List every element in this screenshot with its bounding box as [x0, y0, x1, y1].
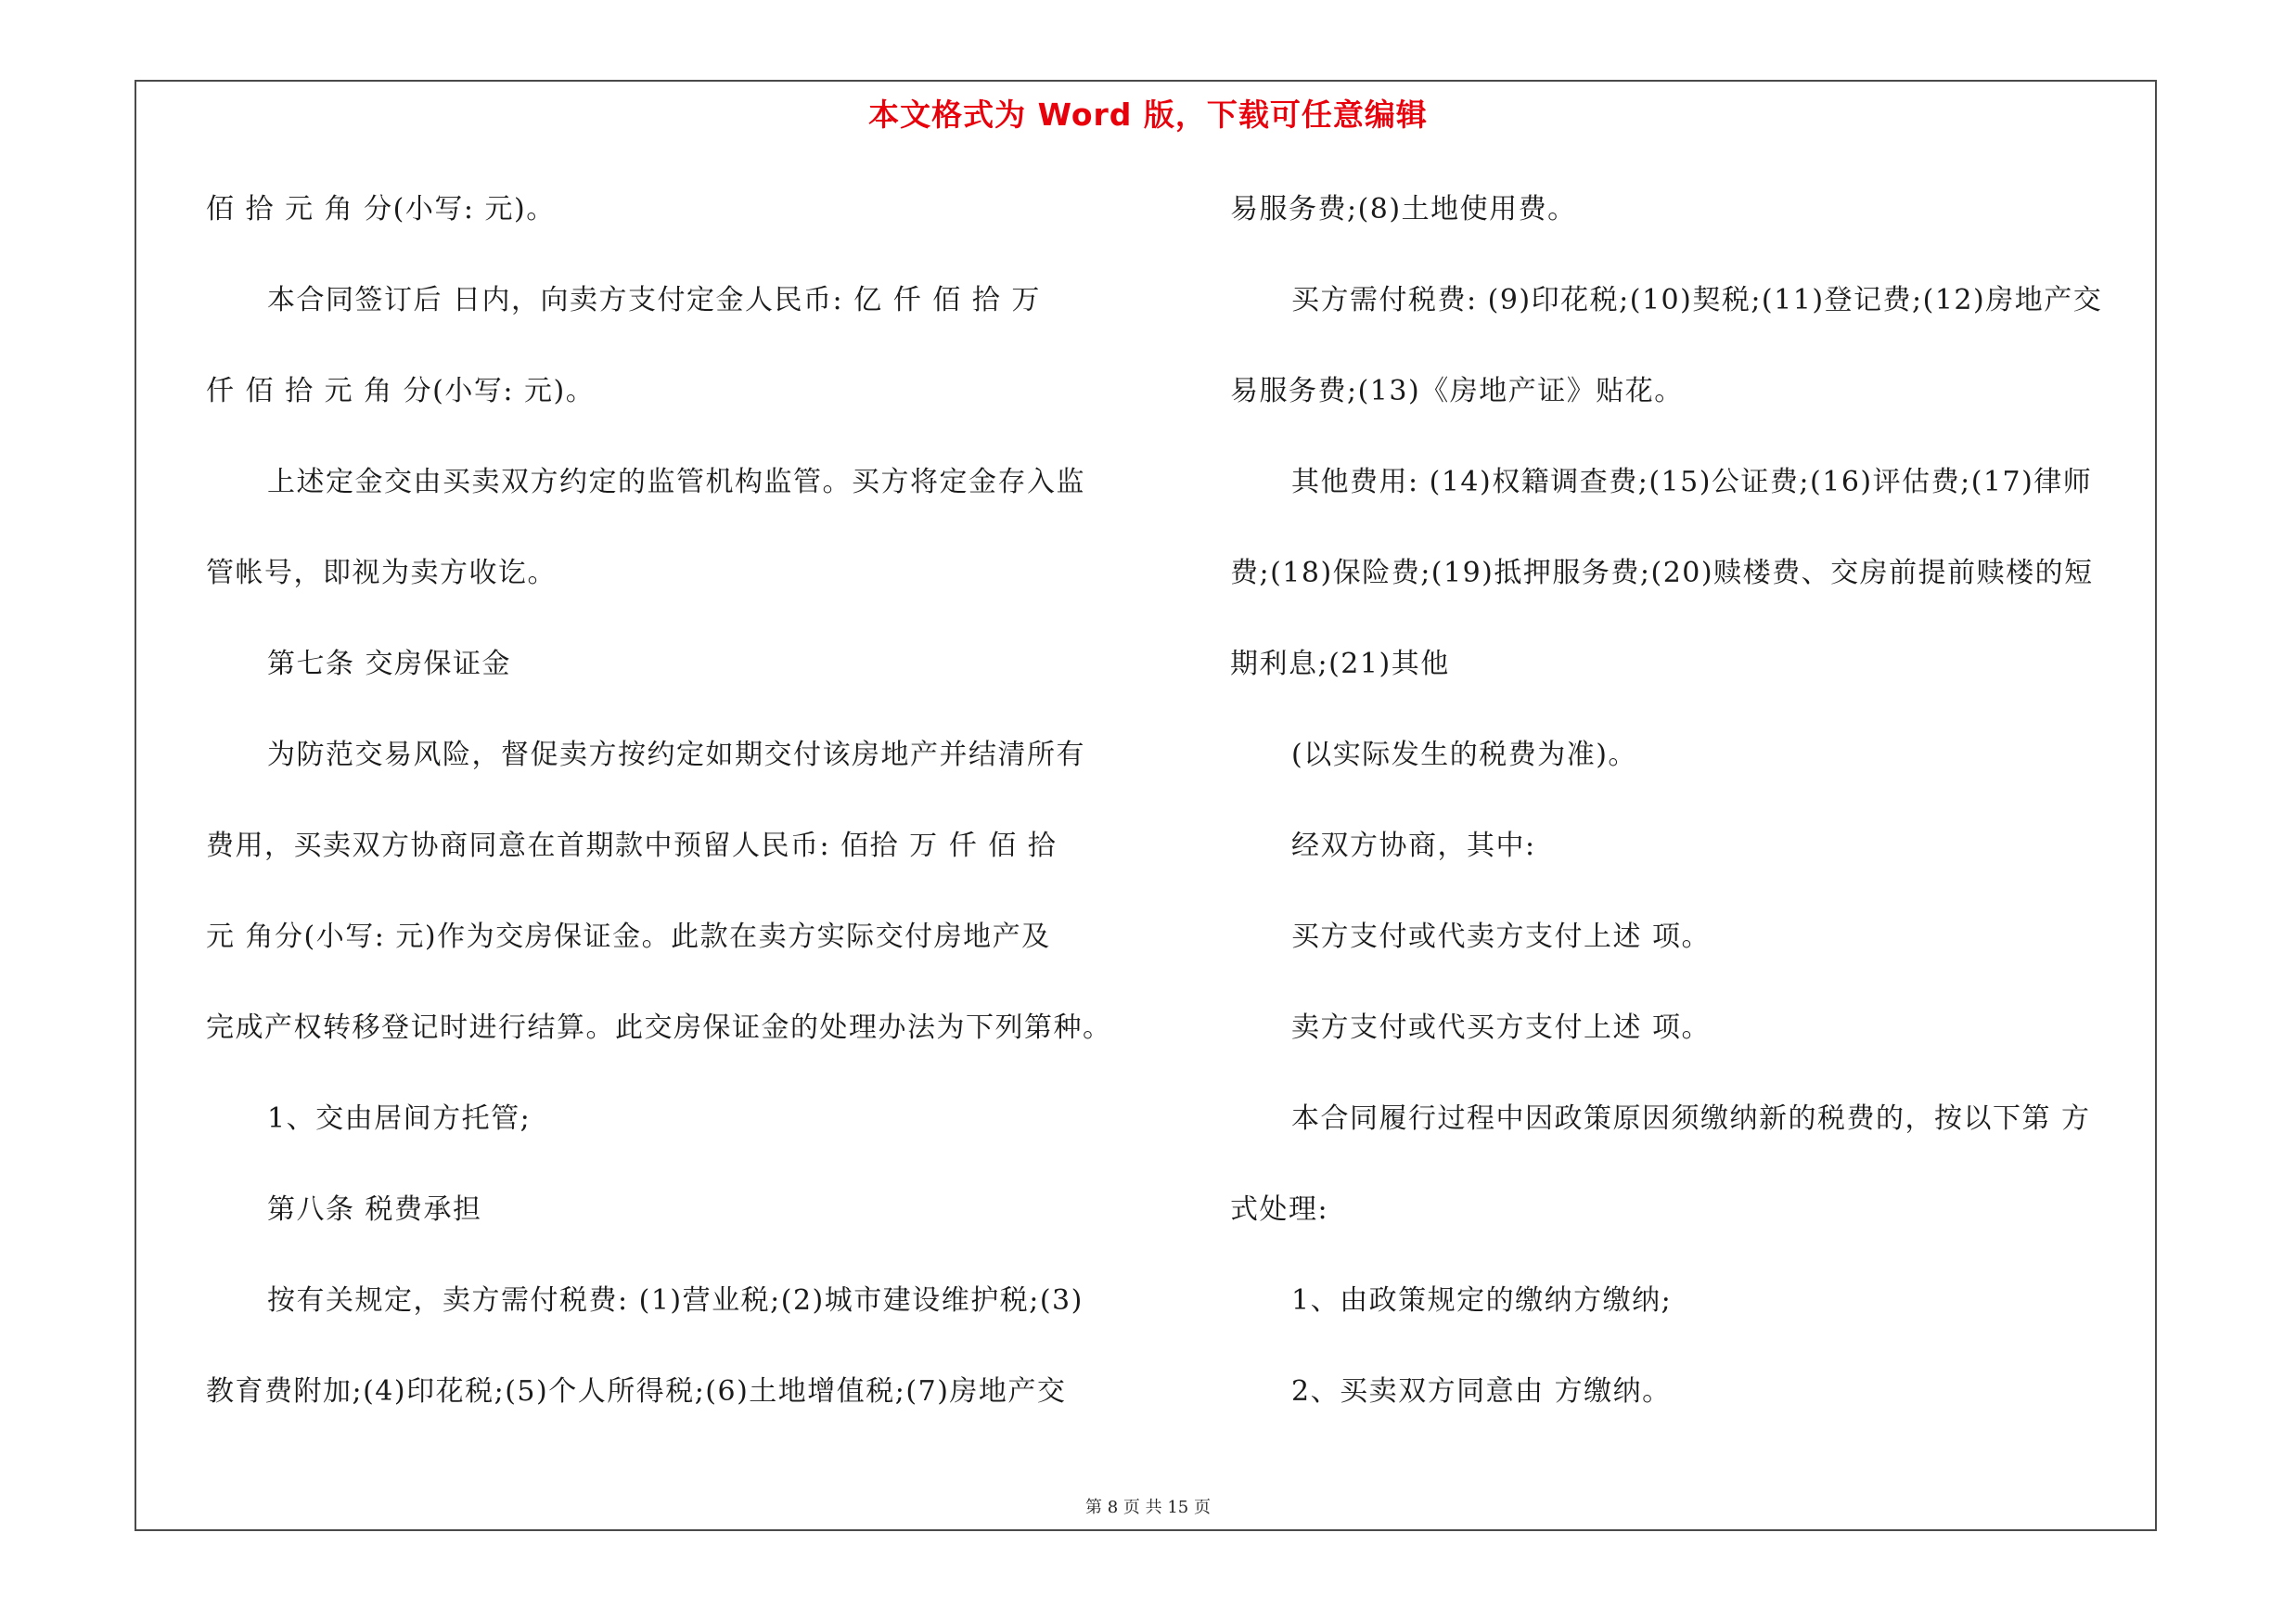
- list-item: 1、交由居间方托管;: [267, 1102, 532, 1135]
- paragraph-line: 按有关规定，卖方需付税费: (1)营业税;(2)城市建设维护税;(3): [267, 1284, 1084, 1317]
- list-item: 1、由政策规定的缴纳方缴纳;: [1291, 1284, 1673, 1317]
- paragraph-line: 费;(18)保险费;(19)抵押服务费;(20)赎楼费、交房前提前赎楼的短: [1230, 557, 2094, 589]
- editable-notice-banner: 本文格式为 Word 版，下载可任意编辑: [868, 97, 1428, 133]
- paragraph-line: 为防范交易风险，督促卖方按约定如期交付该房地产并结清所有: [267, 739, 1085, 771]
- paragraph-line: 本合同签订后 日内，向卖方支付定金人民币: 亿 仟 佰 拾 万: [267, 284, 1041, 316]
- paragraph-line: 期利息;(21)其他: [1230, 648, 1450, 680]
- page-number-indicator: 第 8 页 共 15 页: [1085, 1498, 1211, 1517]
- paragraph-line: 其他费用: (14)权籍调查费;(15)公证费;(16)评估费;(17)律师: [1291, 466, 2093, 498]
- paragraph-line: 买方支付或代卖方支付上述 项。: [1291, 921, 1712, 953]
- paragraph-line: 易服务费;(8)土地使用费。: [1230, 193, 1577, 225]
- section-heading: 第八条 税费承担: [267, 1193, 482, 1226]
- paragraph-line: 上述定金交由买卖双方约定的监管机构监管。买方将定金存入监: [267, 466, 1085, 498]
- paragraph-line: 元 角分(小写: 元)作为交房保证金。此款在卖方实际交付房地产及: [206, 921, 1051, 953]
- paragraph-line: 式处理:: [1230, 1193, 1329, 1226]
- paragraph-line: 买方需付税费: (9)印花税;(10)契税;(11)登记费;(12)房地产交: [1291, 284, 2103, 316]
- paragraph-line: 管帐号，即视为卖方收讫。: [206, 557, 557, 589]
- paragraph-line: 卖方支付或代买方支付上述 项。: [1291, 1011, 1712, 1044]
- section-heading: 第七条 交房保证金: [267, 648, 512, 680]
- paragraph-line: 仟 佰 拾 元 角 分(小写: 元)。: [206, 375, 596, 407]
- paragraph-line: 完成产权转移登记时进行结算。此交房保证金的处理办法为下列第种。: [206, 1011, 1112, 1044]
- paragraph-line: 经双方协商，其中:: [1291, 830, 1536, 862]
- paragraph-line: 佰 拾 元 角 分(小写: 元)。: [206, 193, 556, 225]
- paragraph-line: (以实际发生的税费为准)。: [1291, 739, 1637, 771]
- paragraph-line: 费用，买卖双方协商同意在首期款中预留人民币: 佰拾 万 仟 佰 拾: [206, 830, 1058, 862]
- paragraph-line: 易服务费;(13)《房地产证》贴花。: [1230, 375, 1684, 407]
- paragraph-line: 本合同履行过程中因政策原因须缴纳新的税费的，按以下第 方: [1291, 1102, 2091, 1135]
- paragraph-line: 教育费附加;(4)印花税;(5)个人所得税;(6)土地增值税;(7)房地产交: [206, 1375, 1067, 1408]
- list-item: 2、买卖双方同意由 方缴纳。: [1291, 1375, 1672, 1408]
